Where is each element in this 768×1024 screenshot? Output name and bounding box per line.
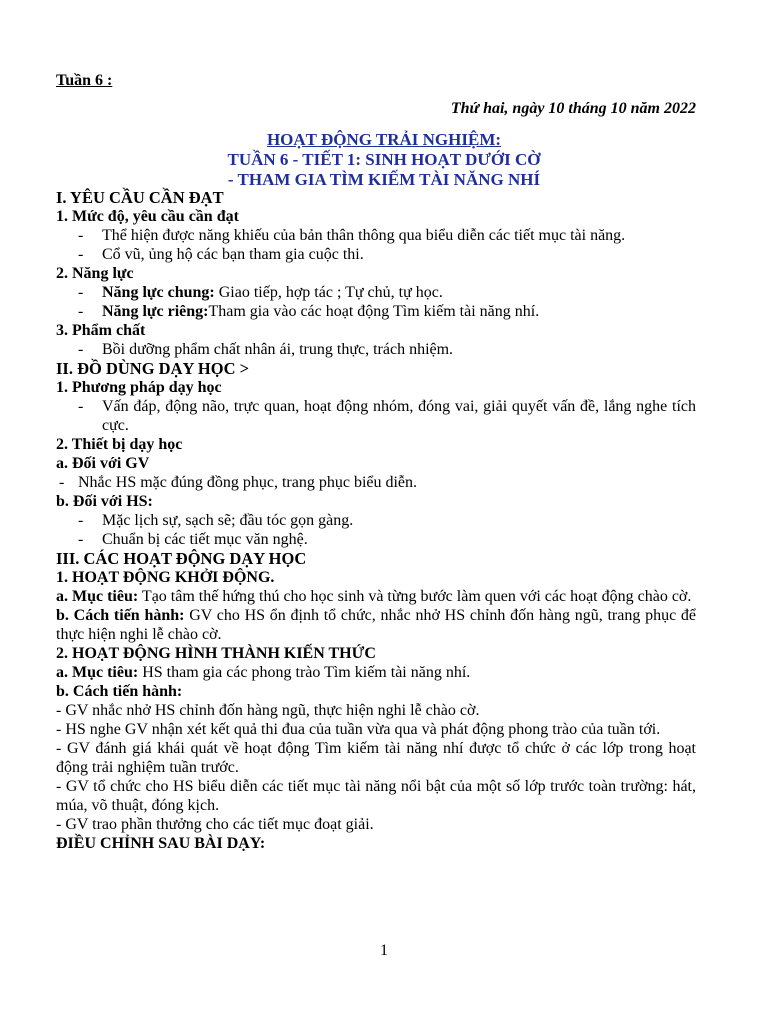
procedure-step: - GV nhắc nhở HS chỉnh đốn hàng ngũ, thực hiện nghi lễ chào cờ. <box>56 702 480 719</box>
list-item: - Bồi dưỡng phẩm chất nhân ái, trung thực, trách nhiệm. <box>78 341 454 358</box>
list-item: - Mặc lịch sự, sạch sẽ; đầu tóc gọn gàng. <box>78 512 354 529</box>
section-2-2-heading: 2. Thiết bị dạy học <box>56 436 183 453</box>
activity-2-heading: 2. HOẠT ĐỘNG HÌNH THÀNH KIẾN THỨC <box>56 645 376 662</box>
document-body <box>56 188 696 853</box>
procedure-step: - GV tổ chức cho HS biểu diễn các tiết mục tài năng nổi bật của một số lớp trước toàn trường: hát, múa, võ thuật, đóng kịch. <box>56 778 696 814</box>
list-item: - Thể hiện được năng khiếu của bản thân thông qua biểu diễn các tiết mục tài năng. <box>78 227 626 244</box>
list-item: - Năng lực riêng:Tham gia vào các hoạt động Tìm kiếm tài năng nhí. <box>78 303 540 320</box>
week-label: Tuần 6 : <box>56 72 113 89</box>
list-item: - Vấn đáp, động não, trực quan, hoạt động nhóm, đóng vai, giải quyết vấn đề, lắng nghe tích cực. <box>78 398 696 434</box>
activity-1-heading: 1. HOẠT ĐỘNG KHỞI ĐỘNG. <box>56 569 275 586</box>
title-line-2: TUẦN 6 - TIẾT 1: SINH HOẠT DƯỚI CỜ <box>227 150 541 169</box>
activity-1-procedure: b. Cách tiến hành: GV cho HS ổn định tổ chức, nhắc nhở HS chỉnh đốn hàng ngũ, trang phục để thực hiện nghi lễ chào cờ. <box>56 607 697 643</box>
date-line: Thứ hai, ngày 10 tháng 10 năm 2022 <box>450 100 696 117</box>
student-heading: b. Đối với HS: <box>56 493 153 510</box>
section-1-heading: I. YÊU CẦU CẦN ĐẠT <box>56 188 224 207</box>
list-item: - Cổ vũ, ủng hộ các bạn tham gia cuộc thi. <box>78 246 364 263</box>
section-2-1-heading: 1. Phương pháp dạy học <box>56 379 222 396</box>
section-1-3-heading: 3. Phẩm chất <box>56 322 146 339</box>
adjustment-heading: ĐIỀU CHỈNH SAU BÀI DẠY: <box>56 835 266 852</box>
lesson-title-block <box>0 130 768 190</box>
procedure-step: - GV đánh giá khái quát về hoạt động Tìm kiếm tài năng nhí được tổ chức ở các lớp trong hoạt động trải nghiệm tuần trước. <box>56 740 696 776</box>
section-2-heading: II. ĐỒ DÙNG DẠY HỌC > <box>56 359 250 378</box>
list-item: - Nhắc HS mặc đúng đồng phục, trang phục biểu diễn. <box>59 474 418 491</box>
activity-2-goal: a. Mục tiêu: HS tham gia các phong trào Tìm kiếm tài năng nhí. <box>56 664 471 681</box>
title-line-1: HOẠT ĐỘNG TRẢI NGHIỆM: <box>266 130 502 149</box>
page-number: 1 <box>380 942 388 959</box>
section-1-2-heading: 2. Năng lực <box>56 265 134 282</box>
procedure-step: - GV trao phần thưởng cho các tiết mục đoạt giải. <box>56 816 374 833</box>
procedure-step: - HS nghe GV nhận xét kết quả thi đua của tuần vừa qua và phát động phong trào của tuần tới. <box>56 721 661 738</box>
list-item: - Năng lực chung: Giao tiếp, hợp tác ; Tự chủ, tự học. <box>78 284 443 301</box>
teacher-heading: a. Đối với GV <box>56 455 150 472</box>
activity-1-goal: a. Mục tiêu: Tạo tâm thế hứng thú cho học sinh và từng bước làm quen với các hoạt động chào cờ. <box>56 588 692 605</box>
title-line-3: - THAM GIA TÌM KIẾM TÀI NĂNG NHÍ <box>227 170 541 189</box>
section-1-1-heading: 1. Mức độ, yêu cầu cần đạt <box>56 208 239 225</box>
section-3-heading: III. CÁC HOẠT ĐỘNG DẠY HỌC <box>56 549 307 568</box>
activity-2-procedure-heading: b. Cách tiến hành: <box>56 683 183 700</box>
list-item: - Chuẩn bị các tiết mục văn nghệ. <box>78 531 308 548</box>
